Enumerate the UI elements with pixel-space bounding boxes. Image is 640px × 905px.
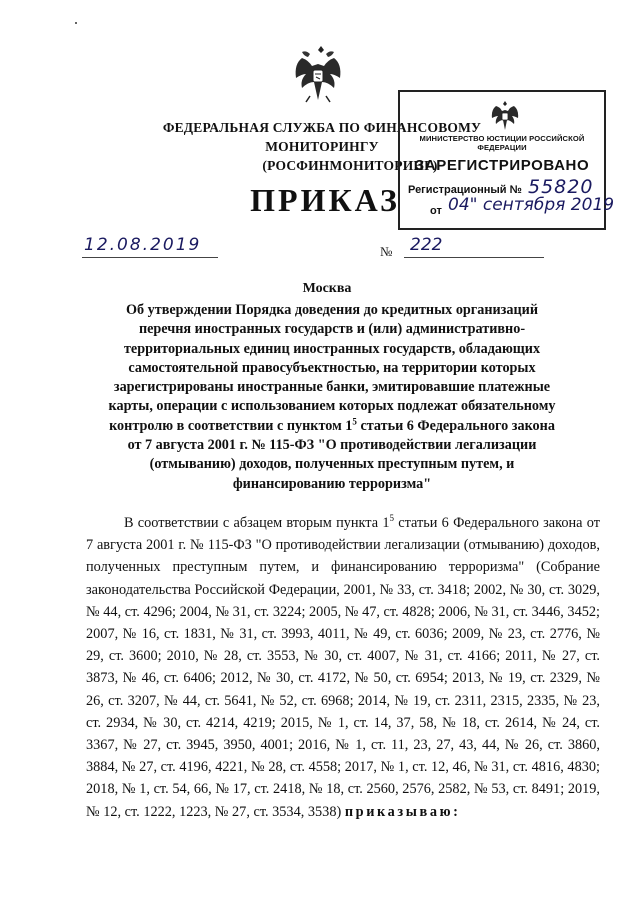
city: Москва	[302, 281, 352, 296]
order-number-underline	[404, 257, 544, 258]
stamp-reg-number: 55820	[528, 176, 594, 198]
order-number-sign: №	[380, 244, 393, 259]
stamp-ministry: МИНИСТЕРСТВО ЮСТИЦИИ РОССИЙСКОЙ ФЕДЕРАЦИИ	[419, 134, 585, 152]
stamp-status: ЗАРЕГИСТРИРОВАНО	[414, 157, 590, 174]
order-date: 12.08.2019	[84, 235, 202, 255]
agency-short-name: (РОСФИНМОНИТОРИНГ)	[262, 158, 438, 173]
document-type-title: ПРИКАЗ	[250, 182, 400, 218]
body-paragraph	[86, 512, 600, 823]
command-word: приказываю:	[344, 803, 461, 820]
stamp-reg-label: Регистрационный №	[408, 184, 522, 196]
agency-name: ФЕДЕРАЛЬНАЯ СЛУЖБА ПО ФИНАНСОВОМУ МОНИТОРИНГУ	[162, 120, 482, 154]
heading-text-2: статьи 6 Федерального закона от 7 августа 2001 г. № 115-ФЗ "О противодействии легализации (отмыванию) доходов, полученных преступным путем, и финансированию терроризма"	[127, 417, 555, 492]
stamp-date-prefix: от	[430, 205, 442, 217]
scan-speck	[75, 22, 77, 24]
stamp-eagle-icon	[490, 98, 520, 134]
order-heading	[106, 301, 558, 494]
heading-text-1: Об утверждении Порядка доведения до кредитных организаций перечня иностранных государств и (или) административно-территориальных единиц иностранных государств, обладающих самостоятельной правосубъектностью, на территории которых зарегистрированы иностранные банки, эмитировавшие платежные карты, операции с использованием которых подлежат обязательному контролю в соответствии с пунктом 1	[108, 302, 556, 434]
body-text-2: статьи 6 Федерального закона от 7 августа 2001 г. № 115-ФЗ "О противодействии легализации (отмыванию) доходов, полученных преступным путем, и финансированию терроризма" (Собрание законодательства Российской Федерации, 2001, № 33, ст. 3418; 2002, № 30, ст. 3029, № 44, ст. 4296; 2004, № 31, ст. 3224; 2005, № 47, ст. 4828; 2006, № 31, ст. 3446, 3452; 2007, № 16, ст. 1831, № 31, ст. 3993, 4011, № 49, ст. 6036; 2009, № 23, ст. 2776, № 29, ст. 3600; 2010, № 28, ст. 3553, № 30, ст. 4007, № 31, ст. 4166; 2011, № 27, ст. 3873, № 46, ст. 6406; 2012, № 30, ст. 4172, № 50, ст. 6954; 2013, № 19, ст. 2329, № 26, ст. 3207, № 44, ст. 5641, № 52, ст. 6968; 2014, № 19, ст. 2311, 2315, 2335, № 23, ст. 2934, № 30, ст. 4214, 4219; 2015, № 1, ст. 14, 37, 58, № 18, ст. 2614, № 24, ст. 3367, № 27, ст. 3945, 3950, 4001; 2016, № 1, ст. 11, 23, 27, 43, 44, № 26, ст. 3860, 3884, № 27, ст. 4196, 4221, № 28, ст. 4558; 2017, № 1, ст. 12, 46, № 31, ст. 4816, 4830; 2018, № 1, ст. 54, 66, № 17, ст. 2418, № 18, ст. 2560, 2576, 2582, № 53, ст. 8491; 2019, № 12, ст. 1222, 1223, № 27, ст. 3534, 3538)	[86, 515, 600, 820]
body-text-1: В соответствии с абзацем вторым пункта 1	[124, 515, 390, 531]
body-superscript: 5	[389, 513, 394, 524]
stamp-date: 04" сентября 2019	[448, 195, 615, 215]
russian-coat-of-arms-icon	[292, 44, 344, 106]
order-date-underline	[82, 257, 218, 258]
heading-superscript: 5	[352, 416, 357, 427]
order-number: 222	[410, 235, 443, 255]
